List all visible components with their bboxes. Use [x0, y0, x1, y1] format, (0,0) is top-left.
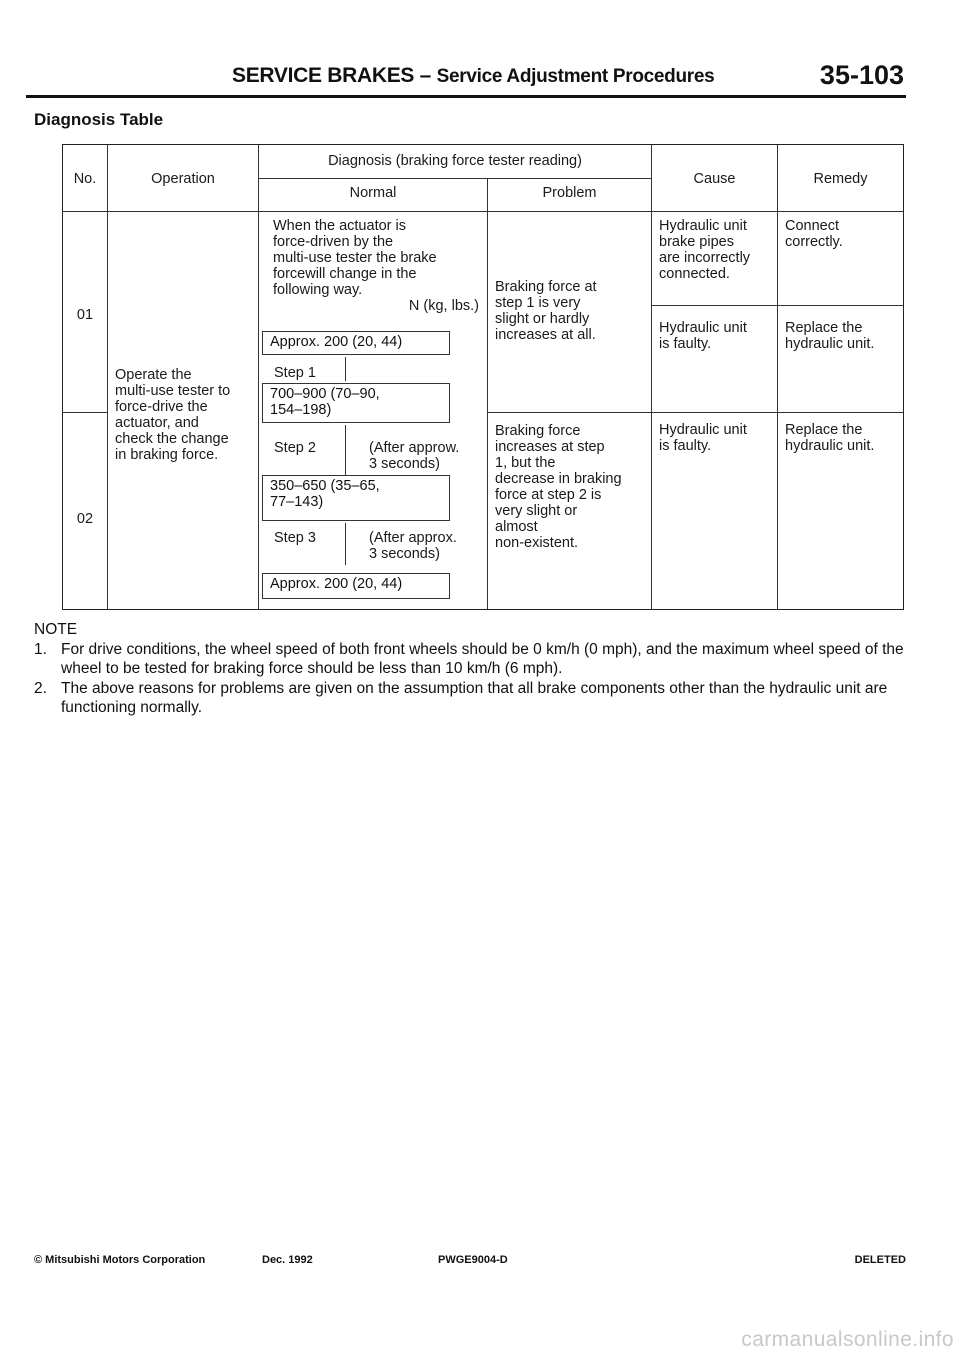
- step3-label: Step 3: [274, 530, 316, 546]
- note-text: For drive conditions, the wheel speed of both front wheels should be 0 km/h (0 mph), and the maximum wheel speed of the wheel to be tested for braking force should be less than 10 km/h (6 mph).: [61, 641, 904, 677]
- footer-copyright: © Mitsubishi Motors Corporation: [34, 1254, 206, 1266]
- unit-label: N (kg, lbs.): [408, 298, 479, 314]
- remedy-02: Replace the hydraulic unit.: [785, 422, 875, 454]
- row-no-01: 01: [76, 307, 94, 323]
- remedy-01a: Connect correctly.: [785, 218, 843, 250]
- page-number: 35-103: [819, 60, 904, 90]
- step2-note: (After approw. 3 seconds): [369, 440, 460, 472]
- problem-02: Braking force increases at step 1, but the decrease in braking force at step 2 is very slight or almost non-existent.: [495, 423, 622, 551]
- header-problem: Problem: [542, 185, 597, 201]
- watermark: carmanualsonline.info: [741, 1328, 954, 1351]
- operation-text: Operate the multi-use tester to force-drive the actuator, and check the change in braking force.: [115, 367, 231, 463]
- step3-separator: [345, 523, 346, 565]
- title-separator: –: [419, 64, 432, 87]
- step2-label: Step 2: [274, 440, 316, 456]
- initial-value-box: Approx. 200 (20, 44): [262, 331, 450, 355]
- cause-01b: Hydraulic unit is faulty.: [659, 320, 747, 352]
- problem-01: Braking force at step 1 is very slight or hardly increases at all.: [495, 279, 597, 343]
- subsection-name: Service Adjustment Procedures: [436, 66, 715, 87]
- note-item: [34, 640, 914, 678]
- header-bottom-line: [63, 211, 903, 212]
- step1-value-box: 700–900 (70–90, 154–198): [262, 383, 450, 423]
- header-remedy: Remedy: [813, 171, 868, 187]
- step3-value-box: Approx. 200 (20, 44): [262, 573, 450, 599]
- note-heading: NOTE: [34, 621, 78, 638]
- row-divider: [63, 412, 107, 413]
- col-divider: [777, 145, 778, 609]
- row-no-02: 02: [76, 511, 94, 527]
- header-diagnosis: Diagnosis (braking force tester reading): [328, 153, 582, 169]
- col-divider: [487, 179, 488, 609]
- section-name: SERVICE BRAKES: [232, 64, 415, 87]
- footer-status: DELETED: [854, 1254, 906, 1266]
- page-header: [232, 60, 904, 96]
- step1-separator: [345, 357, 346, 381]
- normal-intro: When the actuator is force-driven by the multi-use tester the brake forcewill change in the following way.: [273, 218, 437, 298]
- col-divider: [651, 145, 652, 609]
- footer-date: Dec. 1992: [262, 1254, 313, 1266]
- header-no: No.: [73, 171, 97, 187]
- remedy-01b: Replace the hydraulic unit.: [785, 320, 875, 352]
- step2-separator: [345, 425, 346, 475]
- note-number: 2.: [34, 680, 47, 697]
- footer-code: PWGE9004-D: [438, 1254, 508, 1266]
- col-divider: [258, 145, 259, 609]
- step3-note: (After approx. 3 seconds): [369, 530, 457, 562]
- step1-label: Step 1: [274, 365, 316, 381]
- note-item: [34, 679, 914, 717]
- step2-value-box: 350–650 (35–65, 77–143): [262, 475, 450, 521]
- header-cause: Cause: [693, 171, 736, 187]
- row-divider: [488, 412, 903, 413]
- cause-02: Hydraulic unit is faulty.: [659, 422, 747, 454]
- diagnosis-table: [62, 144, 904, 610]
- page-title: [232, 64, 714, 88]
- note-text: The above reasons for problems are given on the assumption that all brake components other than the hydraulic unit are functioning normally.: [61, 680, 888, 716]
- section-title: Diagnosis Table: [34, 110, 164, 129]
- note-section: [34, 620, 914, 718]
- col-divider: [107, 145, 108, 609]
- note-number: 1.: [34, 641, 47, 658]
- header-operation: Operation: [151, 171, 215, 187]
- cause-01a: Hydraulic unit brake pipes are incorrectly connected.: [659, 218, 751, 282]
- header-normal: Normal: [349, 185, 397, 201]
- header-divider: [259, 178, 651, 179]
- cause-divider: [652, 305, 903, 306]
- header-rule: [26, 95, 906, 98]
